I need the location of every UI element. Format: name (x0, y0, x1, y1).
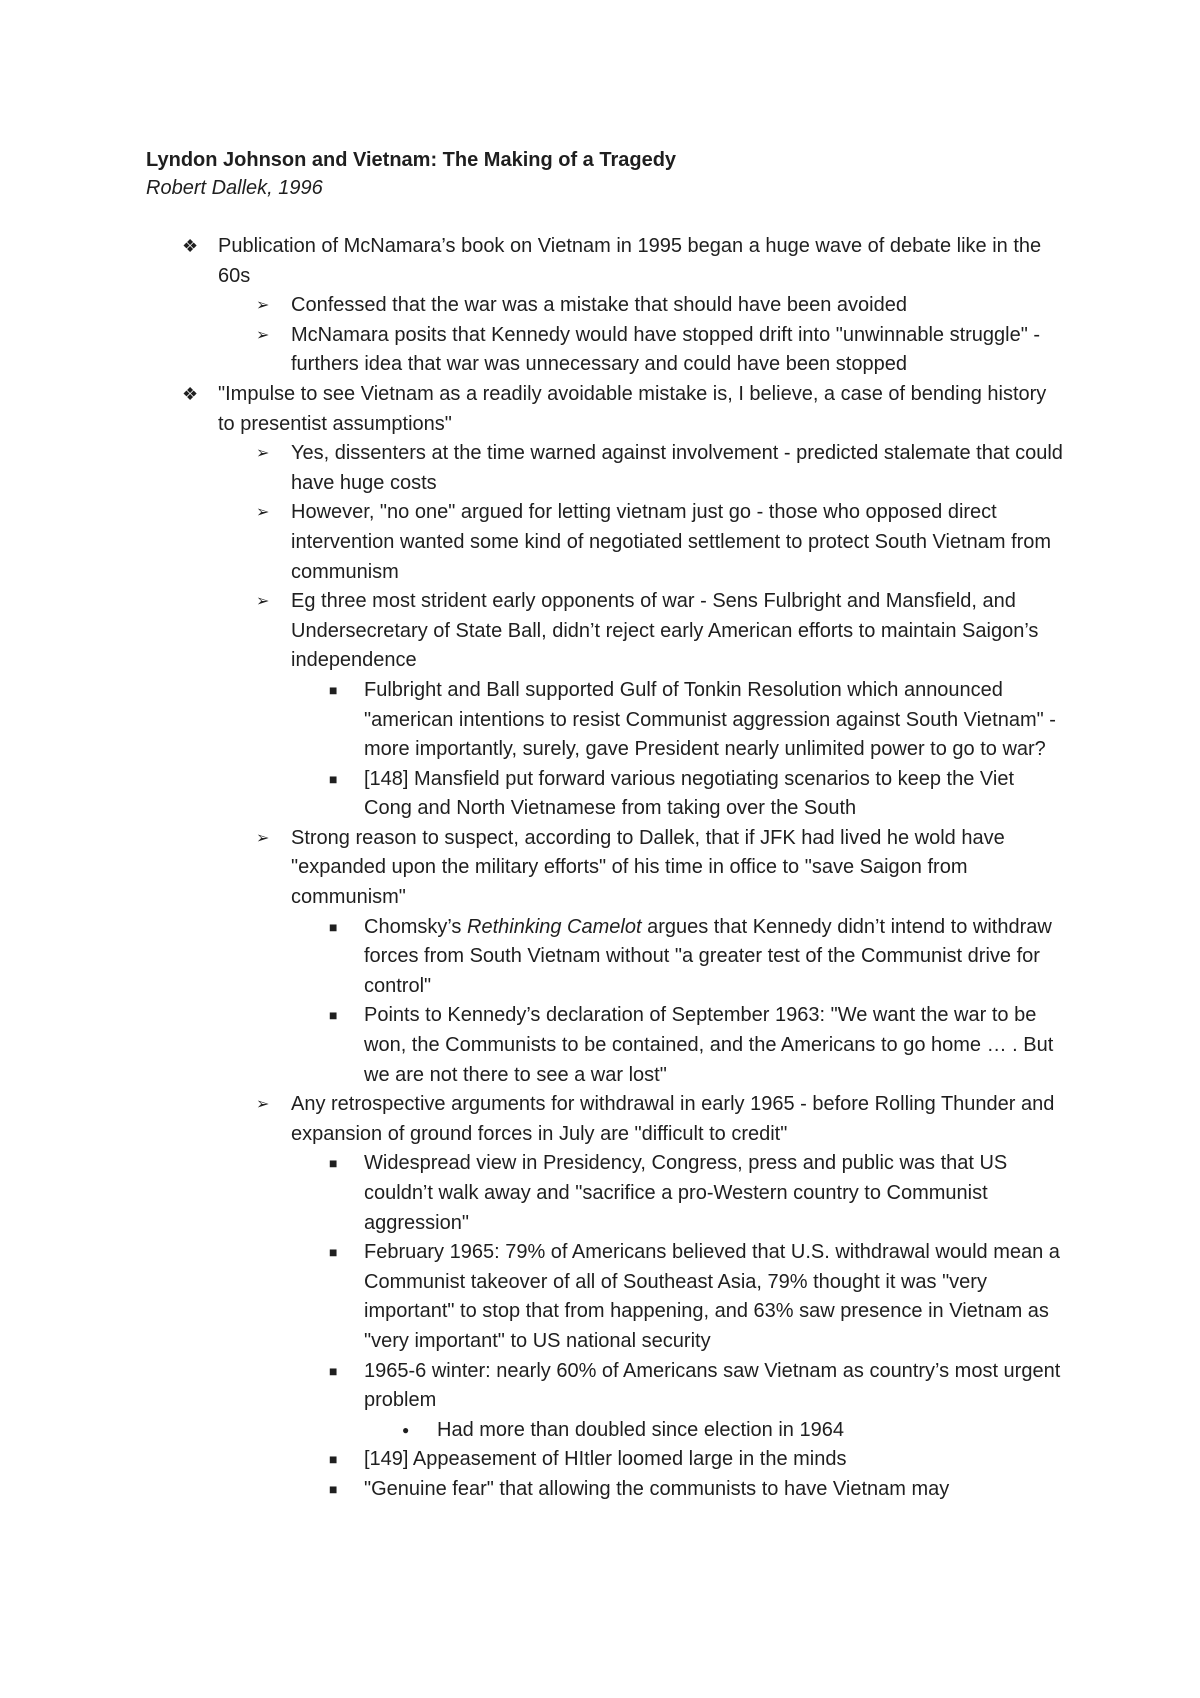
list-item-text: "Genuine fear" that allowing the communists to have Vietnam may (364, 1477, 950, 1500)
list-item (146, 824, 1066, 913)
list-item (146, 1238, 1066, 1356)
list-item (146, 1001, 1066, 1090)
book-title-italic: Rethinking Camelot (467, 915, 642, 938)
list-item-text-before: Chomsky’s (364, 915, 467, 938)
list-item-text: Widespread view in Presidency, Congress, press and public was that US couldn’t walk away and "sacrifice a pro-Western country to Communist aggression" (364, 1152, 1008, 1234)
square-bullet-icon: ■ (329, 681, 338, 698)
list-item (146, 1090, 1066, 1149)
list-item (146, 1357, 1066, 1416)
list-item-text: 1965-6 winter: nearly 60% of Americans saw Vietnam as country’s most urgent problem (364, 1359, 1061, 1412)
list-item (146, 676, 1066, 765)
list-item (146, 765, 1066, 824)
list-item (146, 913, 1066, 1002)
document-subtitle: Robert Dallek, 1996 (146, 177, 323, 199)
square-bullet-icon: ■ (329, 918, 338, 935)
list-item-text: "Impulse to see Vietnam as a readily avoidable mistake is, I believe, a case of bending history to presentist assumptions" (218, 382, 1047, 435)
list-item-text: Any retrospective arguments for withdrawal in early 1965 - before Rolling Thunder and expansion of ground forces in July are "difficult to credit" (291, 1093, 1055, 1145)
list-item-text: However, "no one" argued for letting vietnam just go - those who opposed direct intervention wanted some kind of negotiated settlement to protect South Vietnam from communism (291, 501, 1052, 583)
diamond-bullet-icon: ❖ (182, 236, 199, 256)
list-item (146, 439, 1066, 498)
arrow-bullet-icon: ➢ (256, 829, 270, 847)
square-bullet-icon: ■ (329, 1451, 338, 1468)
list-item (146, 232, 1066, 291)
square-bullet-icon: ■ (329, 1007, 338, 1024)
list-item-text-after: argues that Kennedy didn’t intend to withdraw forces from South Vietnam without "a greater test of the Communist drive for control" (364, 915, 1052, 997)
arrow-bullet-icon: ➢ (256, 593, 270, 611)
list-item-text: Strong reason to suspect, according to Dallek, that if JFK had lived he wold have "expanded upon the military efforts" of his time in office to "save Saigon from communism" (291, 826, 1005, 909)
list-item-text: February 1965: 79% of Americans believed that U.S. withdrawal would mean a Communist takeover of all of Southeast Asia, 79% thought it was "very important" to stop that from happening, and 63% saw presence in Vietnam as "very important" to US national security (364, 1241, 1060, 1352)
square-bullet-icon: ■ (329, 1155, 338, 1172)
list-item-text: Eg three most strident early opponents of war - Sens Fulbright and Mansfield, and Undersecretary of State Ball, didn’t reject early American efforts to maintain Saigon’s independence (291, 590, 1039, 672)
document-title: Lyndon Johnson and Vietnam: The Making of a Tragedy (146, 149, 677, 171)
arrow-bullet-icon: ➢ (256, 1096, 270, 1114)
list-item (146, 498, 1066, 587)
list-item-text (364, 913, 1066, 1002)
arrow-bullet-icon: ➢ (256, 326, 270, 344)
list-item-text: Confessed that the war was a mistake that should have been avoided (291, 294, 907, 317)
square-bullet-icon: ■ (329, 1244, 338, 1261)
list-item-text: Had more than doubled since election in 1964 (437, 1418, 844, 1441)
list-item (146, 1149, 1066, 1238)
list-item (146, 380, 1066, 439)
list-item-text: [148] Mansfield put forward various negotiating scenarios to keep the Viet Cong and North Vietnamese from taking over the South (364, 767, 1015, 820)
list-item (146, 587, 1066, 676)
list-item-text: Publication of McNamara’s book on Vietnam in 1995 began a huge wave of debate like in the 60s (218, 235, 1042, 287)
list-item-text: Points to Kennedy’s declaration of September 1963: "We want the war to be won, the Communists to be contained, and the Americans to go home … . But we are not there to see a war lost" (364, 1004, 1054, 1086)
circle-bullet-icon: ● (402, 1422, 410, 1437)
arrow-bullet-icon: ➢ (256, 504, 270, 522)
list-item (146, 1445, 1066, 1475)
list-item-text: [149] Appeasement of HItler loomed large in the minds (364, 1448, 847, 1471)
bulleted-outline (146, 232, 1066, 1505)
list-item (146, 291, 1066, 321)
list-item-text: McNamara posits that Kennedy would have stopped drift into "unwinnable struggle" - furthers idea that war was unnecessary and could have been stopped (291, 323, 1041, 376)
arrow-bullet-icon: ➢ (256, 445, 270, 463)
list-item (146, 1416, 1066, 1446)
list-item (146, 1475, 1066, 1505)
arrow-bullet-icon: ➢ (256, 297, 270, 315)
list-item-text: Yes, dissenters at the time warned against involvement - predicted stalemate that could have huge costs (291, 442, 1063, 494)
diamond-bullet-icon: ❖ (182, 383, 199, 404)
list-item (146, 321, 1066, 380)
square-bullet-icon: ■ (329, 770, 338, 787)
square-bullet-icon: ■ (329, 1480, 338, 1497)
square-bullet-icon: ■ (329, 1362, 338, 1379)
list-item-text: Fulbright and Ball supported Gulf of Tonkin Resolution which announced "american intentions to resist Communist aggression against South Vietnam" - more importantly, surely, gave President nearly unlimited power to go to war? (364, 678, 1056, 761)
